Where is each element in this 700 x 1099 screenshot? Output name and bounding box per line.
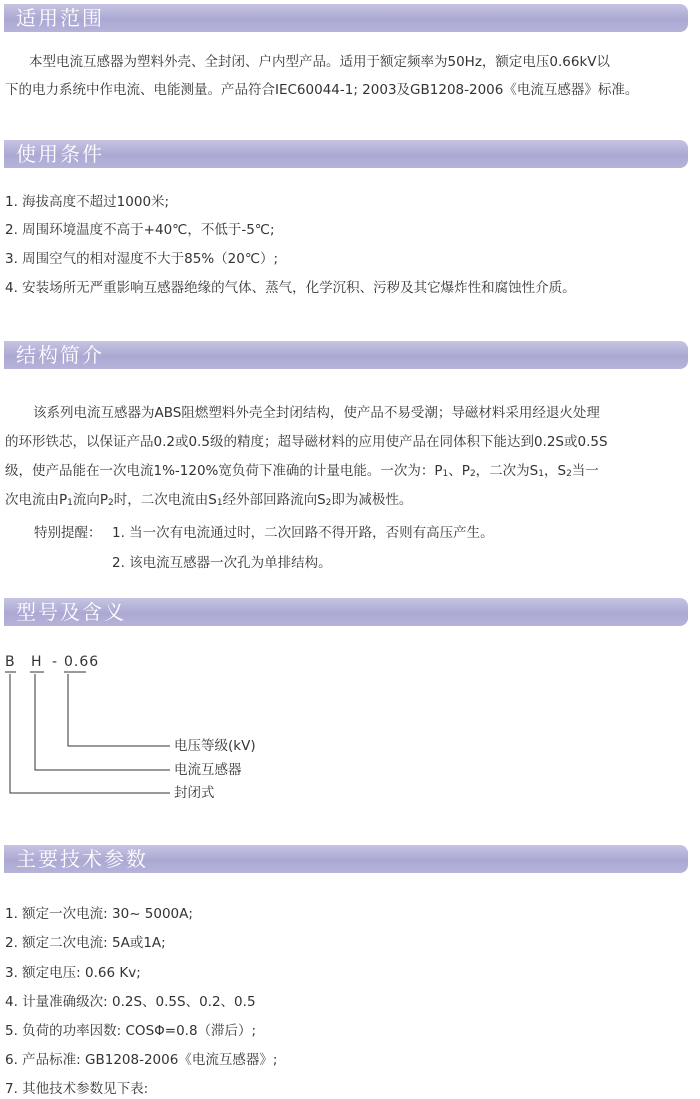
structure-line-4 [5,488,690,514]
model-letter-h: H [31,654,43,670]
text: P [434,463,443,479]
structure-line-2: 的环形铁芯，以保证产品0.2或0.5级的精度；超导磁材料的应用使产品在同体积下能达到0.2S或0.5S [5,434,608,450]
text: S [317,492,326,508]
text: P [59,492,68,508]
param-item: 3. 额定电压: 0.66 Kv; [5,965,141,981]
subscript: 1 [442,469,449,479]
condition-item: 3. 周围空气的相对湿度不大于85%（20℃）; [5,251,279,267]
legend-current-transformer: 电流互感器 [174,762,242,778]
text: 、 [448,463,462,479]
model-voltage: 0.66 [64,654,100,670]
structure-line-1: 该系列电流互感器为ABS阻燃塑料外壳全封闭结构，使产品不易受潮；导磁材料采用经退火处理 [33,405,600,421]
text: P [461,463,470,479]
param-item: 4. 计量准确级次: 0.2S、0.5S、0.2、0.5 [5,994,256,1010]
section-header-scope [4,4,688,32]
text: 流向 [72,492,100,508]
subscript: 1 [216,498,223,508]
text: ， [543,463,558,479]
legend-enclosed: 封闭式 [174,785,215,801]
note-label: 特别提醒： [34,525,102,541]
param-item: 2. 额定二次电流: 5A或1A; [5,935,166,951]
subscript: 1 [67,498,73,508]
param-item: 7. 其他技术参数见下表: [5,1081,149,1097]
text: 时，二次电流由 [113,492,209,508]
param-item: 1. 额定一次电流: 30~ 5000A; [5,906,193,922]
note-item: 1. 当一次有电流通过时，二次回路不得开路，否则有高压产生。 [112,525,494,541]
condition-item: 1. 海拔高度不超过1000米; [5,194,170,210]
model-dash: - [52,654,59,670]
text: S [557,463,567,479]
section-title: 使用条件 [16,142,104,166]
text: S [208,492,217,508]
text: 经外部回路流向 [222,492,318,508]
section-title: 型号及含义 [16,600,126,624]
param-item: 5. 负荷的功率因数: COSΦ=0.8（滞后）; [5,1023,257,1039]
text: S [529,463,539,479]
scope-line-1: 本型电流互感器为塑料外壳、全封闭、户内型产品。适用于额定频率为50Hz，额定电压0.66kV以 [29,54,611,70]
legend-voltage-class: 电压等级(kV) [174,738,256,754]
section-header-params [4,845,688,873]
condition-item: 2. 周围环境温度不高于+40℃，不低于-5℃; [5,222,275,238]
section-header-model [4,598,688,626]
text: 即为减极性。 [331,492,413,508]
section-header-conditions [4,140,688,168]
subscript: 2 [469,469,476,479]
subscript: 2 [108,498,114,508]
text: 级，使产品能在一次电流1%-120%宽负荷下准确的计量电能。一次为： [5,463,435,479]
section-title: 适用范围 [16,6,104,30]
scope-line-2: 下的电力系统中作电流、电能测量。产品符合IEC60044-1; 2003及GB1208-2006《电流互感器》标准。 [5,82,639,98]
param-item: 6. 产品标准: GB1208-2006《电流互感器》; [5,1052,278,1068]
text: 当一 [571,463,599,479]
text: 次电流由 [5,492,59,508]
condition-item: 4. 安装场所无严重影响互感器绝缘的气体、蒸气，化学沉积、污秽及其它爆炸性和腐蚀性介质。 [5,280,576,296]
subscript: 2 [566,469,572,479]
section-title: 主要技术参数 [16,847,148,871]
model-letter-b: B [5,654,16,670]
note-item: 2. 该电流互感器一次孔为单排结构。 [112,555,332,571]
section-header-structure [4,341,688,369]
model-diagram-lines [0,640,200,800]
section-title: 结构简介 [16,343,104,367]
subscript: 1 [538,469,544,479]
text: P [99,492,109,508]
text: ，二次为 [475,463,530,479]
structure-line-3 [5,459,690,485]
subscript: 2 [325,498,332,508]
